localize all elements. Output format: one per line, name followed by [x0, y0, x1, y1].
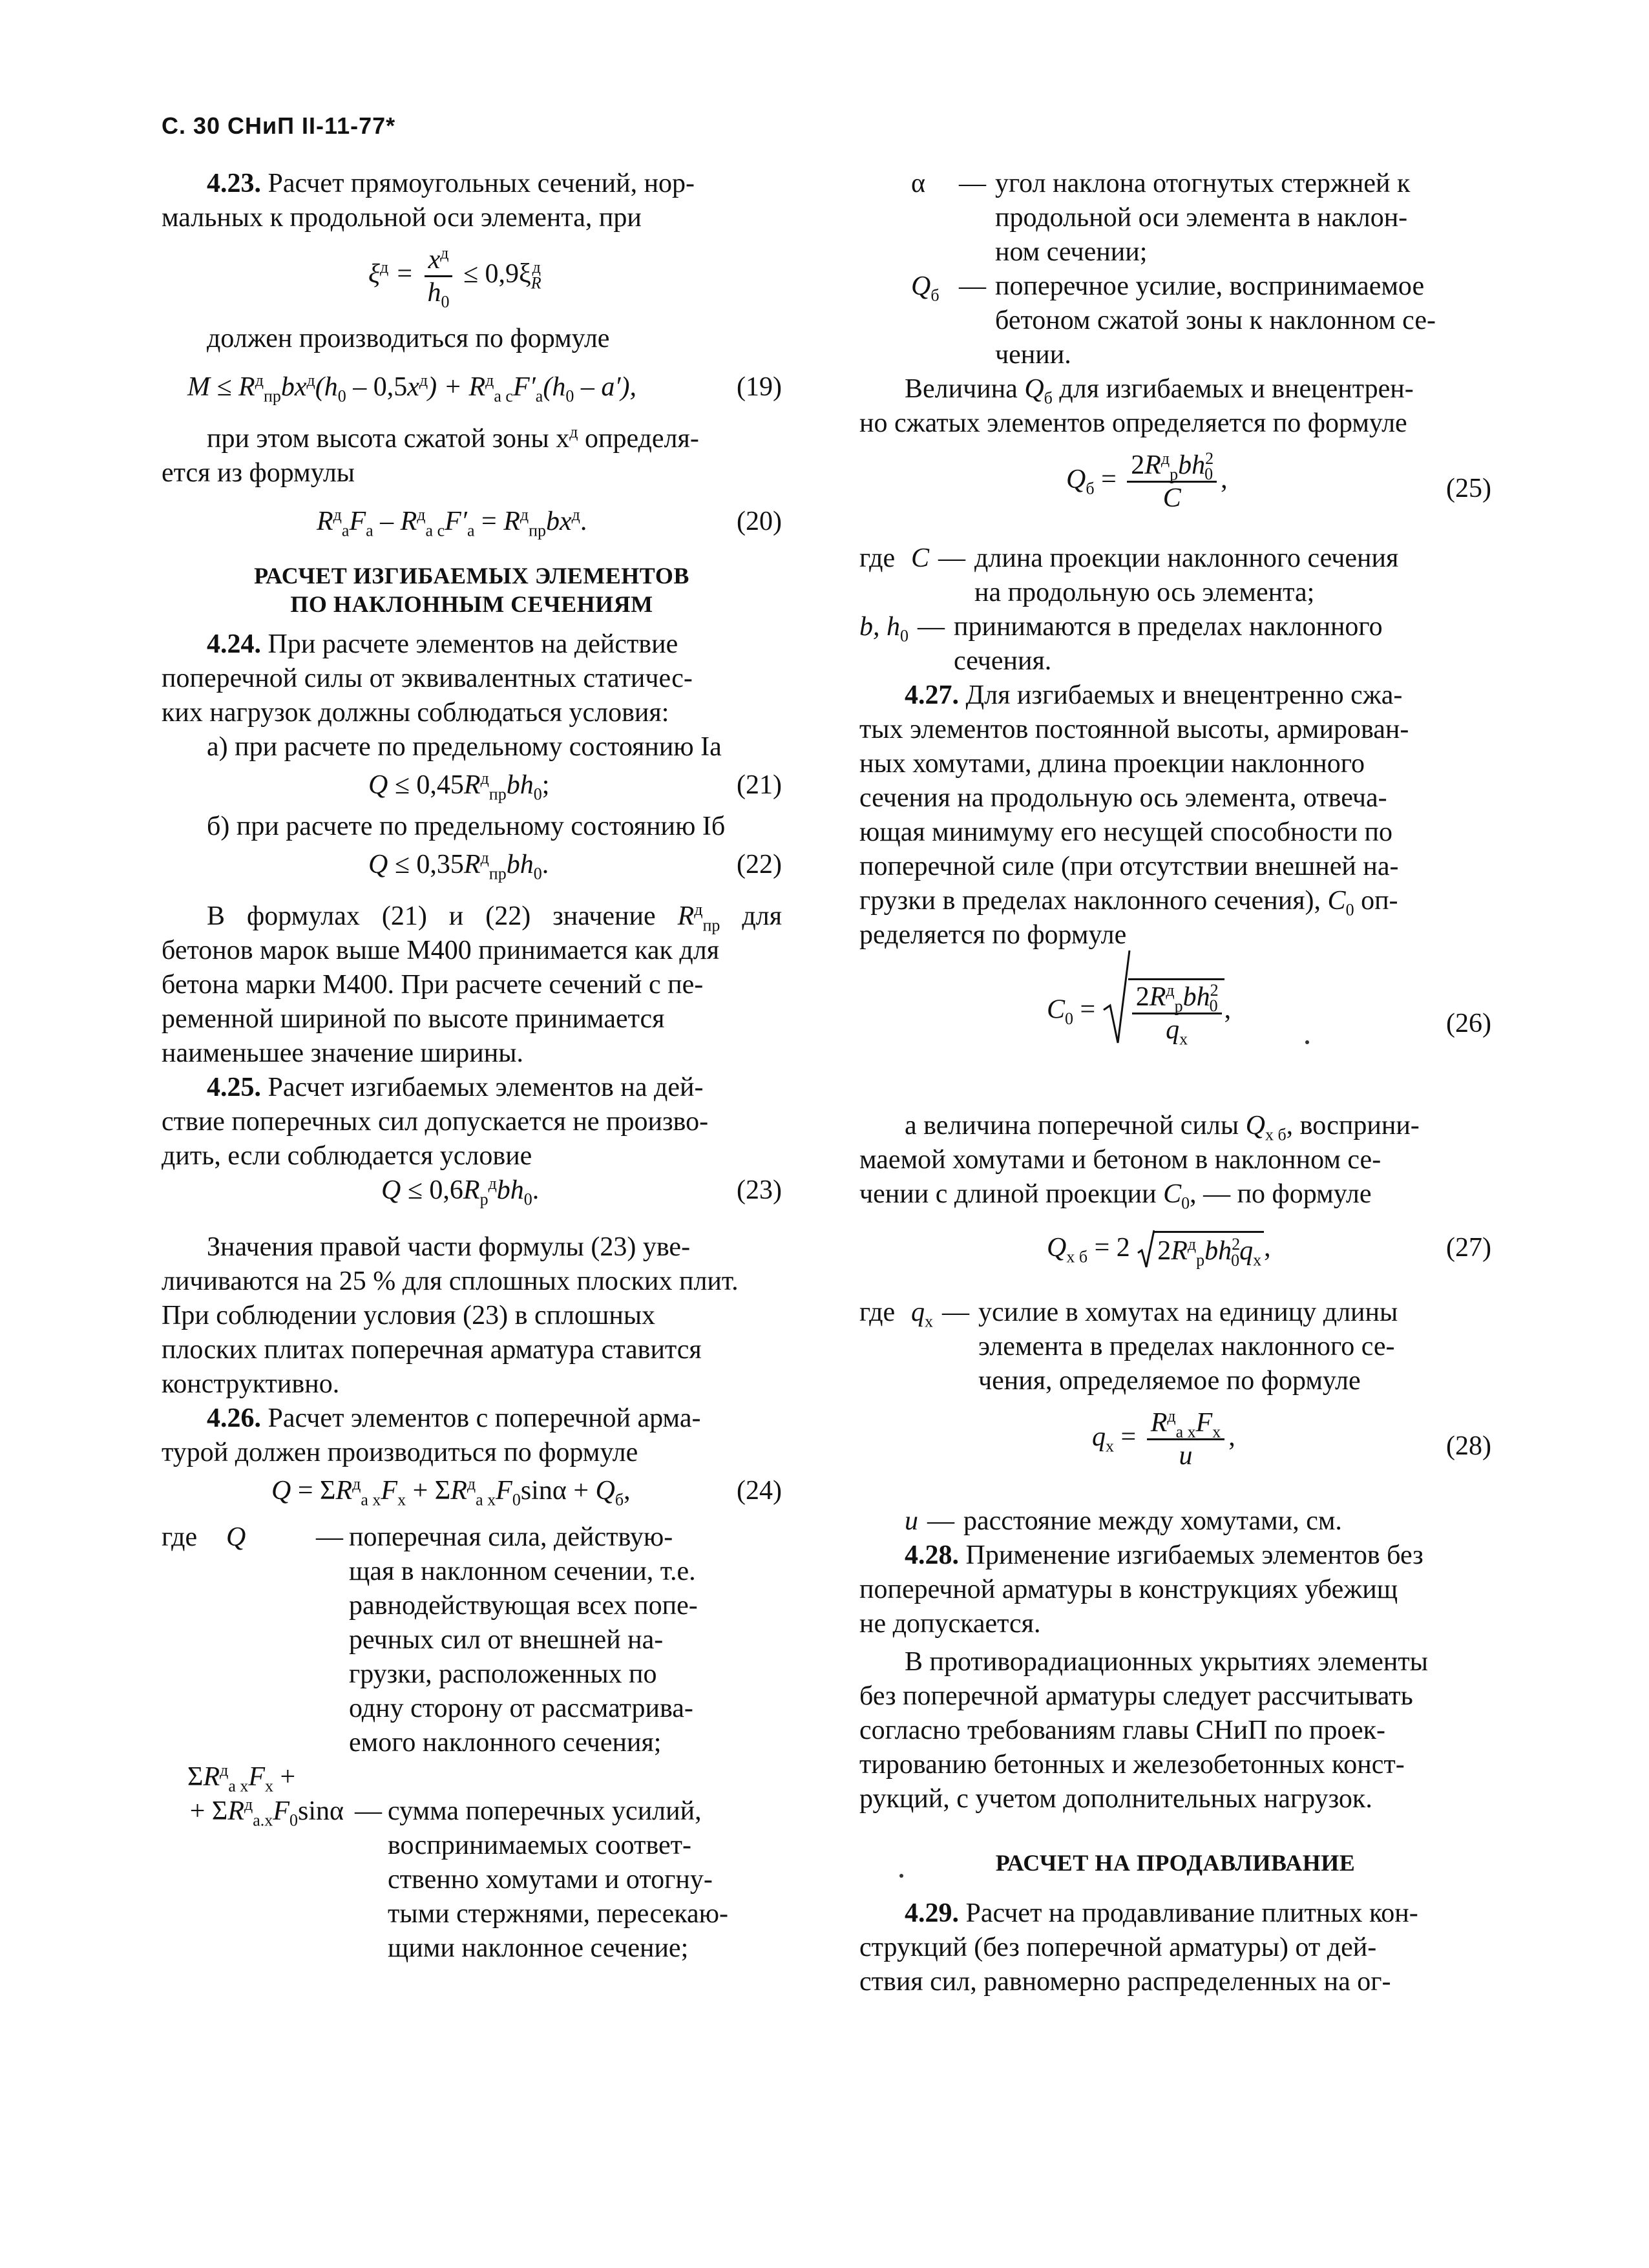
clause-4-25-b-line5: конструктивно. — [162, 1369, 340, 1399]
right-column — [859, 167, 1491, 1999]
clause-4-28-b-line5: рукций, с учетом дополнительных нагрузок. — [859, 1784, 1372, 1814]
definition-c: где C — длина проекции наклонного сечения на продольную ось элемента; — [859, 543, 1399, 607]
clause-4-25-b-line2: личиваются на 25 % для сплошных плоских плит. — [162, 1266, 739, 1296]
running-header: С. 30 СНиП II-11-77* — [162, 112, 396, 139]
clause-4-27-line2: тых элементов постоянной высоты, армирован- — [859, 715, 1409, 744]
clause-4-25-b: Значения правой части формулы (23) уве- — [207, 1232, 691, 1262]
clause-4-23-c-line2: ется из формулы — [162, 458, 355, 488]
clause-4-24-c-line4: ременной шириной по высоте принимается — [162, 1004, 665, 1034]
formula-24-number: (24) — [737, 1476, 782, 1506]
clause-4-25: 4.25. Расчет изгибаемых элементов на дей- — [207, 1073, 704, 1102]
clause-4-24: 4.24. При расчете элементов на действие — [207, 629, 678, 659]
left-column — [162, 167, 782, 1966]
clause-4-28-line2: поперечной арматуры в конструкциях убежищ — [859, 1575, 1398, 1604]
clause-4-25-line3: дить, если соблюдается условие — [162, 1141, 532, 1171]
clause-4-23: 4.23. Расчет прямоугольных сечений, нор- — [207, 169, 695, 198]
definition-q: где Q — поперечная сила, действую- щая в наклонном сечении, т.е. равнодействующая всех попе- речных сил от внешней на- грузки, расположенных по одну сторону от рассматрива- емого наклонного сечения; — [162, 1522, 698, 1758]
formula-25-number: (25) — [1446, 474, 1491, 503]
clause-4-24-c-line3: бетона марки М400. При расчете сечений с пе- — [162, 970, 704, 1000]
clause-4-24-line3: ких нагрузок должны соблюдаться условия: — [162, 698, 669, 728]
scan-speck — [1305, 1040, 1309, 1044]
formula-27-number: (27) — [1446, 1233, 1491, 1263]
clause-4-24-c-line5: наименьшее значение ширины. — [162, 1038, 523, 1068]
clause-4-27-b-line2: маемой хомутами и бетоном в наклонном се- — [859, 1145, 1381, 1175]
clause-4-27-b-line3: чении с длиной проекции $C_0$, — по формуле — [859, 1179, 1372, 1213]
formula-26-number: (26) — [1446, 1009, 1491, 1038]
definition-sum: $\Sigma R^д_{а х}F_х$ + + $\Sigma R^д_{а.х}F_0\sin\alpha$ — сумма поперечных усилий, воспринимаемых соответ- ственно хомутами и отогну- тыми стержнями, пересекаю- щими наклонное сечение; — [187, 1761, 729, 1963]
definition-qx: где $q_х$ — усилие в хомутах на единицу длины элемента в пределах наклонного се- чения, определяемое по формуле — [859, 1297, 1398, 1396]
definition-u: u — расстояние между хомутами, см. — [905, 1506, 1342, 1536]
clause-4-27-line7: грузки в пределах наклонного сечения), $C_0$ оп- — [859, 886, 1398, 919]
clause-4-27-line8: ределяется по формуле — [859, 920, 1127, 950]
clause-4-28-b: В противорадиационных укрытиях элементы — [905, 1647, 1428, 1677]
clause-4-27-line5: ющая минимуму его несущей способности по — [859, 817, 1392, 847]
definition-qb: $Q_б$ — поперечное усилие, воспринимаемое бетоном сжатой зоны к наклонном се- чении. — [911, 271, 1436, 370]
clause-4-24-c-line2: бетонов марок выше М400 принимается как для — [162, 936, 720, 965]
clause-4-29-line3: ствия сил, равномерно распределенных на ог- — [859, 1967, 1391, 1997]
formula-28-number: (28) — [1446, 1431, 1491, 1461]
formula-23: $Q \le 0,6R_р^дbh_0$. (23) — [381, 1174, 782, 1209]
clause-4-25-b-line4: плоских плитах поперечная арматура ставится — [162, 1335, 702, 1365]
clause-4-27-line3: ных хомутами, длина проекции наклонного — [859, 749, 1365, 779]
clause-4-26-line2: турой должен производиться по формуле — [162, 1438, 638, 1467]
clause-4-29-line2: струкций (без поперечной арматуры) от дей- — [859, 1933, 1377, 1962]
clause-4-27-line6: поперечной силе (при отсутствии внешней на- — [859, 852, 1399, 881]
formula-20-number: (20) — [737, 507, 782, 536]
definition-b-h0: b, $h_0$ — принимаются в пределах наклонного сечения. — [859, 612, 1383, 676]
clause-4-27: 4.27. Для изгибаемых и внецентренно сжа- — [905, 680, 1403, 710]
formula-19: $M \le R^д_{пр}bx^д(h_0 - 0,5x^д) + R^д_{а с}F'_а(h_0 - a')$, (19) — [187, 371, 782, 406]
clause-4-28-line3: не допускается. — [859, 1609, 1041, 1639]
clause-4-27-line4: сечения на продольную ось элемента, отвеча- — [859, 783, 1387, 813]
formula-22-number: (22) — [737, 850, 782, 879]
condition-xi: $\xi^д$ = $\frac{x^д}{h_0}$ ≤ $0,9\xi_R^д$ — [368, 244, 541, 311]
clause-4-24-a: а) при расчете по предельному состоянию Iа — [207, 732, 722, 762]
clause-4-24-line2: поперечной силы от эквивалентных статичес- — [162, 664, 693, 693]
formula-20: $R^д_аF_а - R^д_{а с}F'_а = R^д_{пр}bx^д$. (20) — [317, 505, 782, 540]
formula-26: $C_0$ = $\frac{2R^д_рbh^2_0}{q_х}$ , (26) — [859, 972, 1491, 1095]
clause-4-28: 4.28. Применение изгибаемых элементов без — [905, 1540, 1423, 1570]
clause-4-26: 4.26. Расчет элементов с поперечной арма- — [207, 1403, 701, 1433]
formula-23-number: (23) — [737, 1175, 782, 1205]
clause-4-28-b-line4: тированию бетонных и железобетонных конст- — [859, 1750, 1405, 1780]
paragraph-qb-line2: но сжатых элементов определяется по формуле — [859, 408, 1407, 438]
clause-4-29: 4.29. Расчет на продавливание плитных кон- — [905, 1898, 1418, 1928]
scan-speck — [899, 1874, 903, 1878]
clause-4-24-b: б) при расчете по предельному состоянию Iб — [207, 812, 726, 841]
clause-4-28-b-line2: без поперечной арматуры следует рассчитывать — [859, 1681, 1413, 1711]
formula-21: $Q \le 0,45R^д_{пр}bh_0$; (21) — [368, 769, 782, 804]
formula-27: $Q_{х б} = 2$ $2R^д_рbh^2_0q_х$, (27) — [859, 1231, 1491, 1276]
clause-4-28-b-line3: согласно требованиям главы СНиП по проек- — [859, 1716, 1385, 1745]
formula-22: $Q \le 0,35R^д_{пр}bh_0$. (22) — [368, 848, 782, 883]
clause-4-25-b-line3: При соблюдении условия (23) в сплошных — [162, 1301, 656, 1330]
clause-4-27-b: а величина поперечной силы $Q_{х б}$, восприни- — [905, 1111, 1420, 1144]
paragraph-qb: Величина $Q_б$ для изгибаемых и внецентрен- — [905, 374, 1414, 408]
clause-4-24-c: В формулах (21) и (22) значение $R^д_{пр}$ для — [207, 900, 782, 935]
formula-21-number: (21) — [737, 770, 782, 800]
section-heading-punching: РАСЧЕТ НА ПРОДАВЛИВАНИЕ — [995, 1850, 1356, 1876]
formula-24: $Q = \Sigma R^д_{а х}F_х + \Sigma R^д_{а х}F_0\sin\alpha + Q_б$, (24) — [271, 1475, 782, 1509]
clause-4-23-c: при этом высота сжатой зоны $x^д$ определя- — [207, 423, 699, 454]
definition-alpha: α — угол наклона отогнутых стержней к продольной оси элемента в наклон- ном сечении; — [911, 169, 1411, 267]
clause-4-25-line2: ствие поперечных сил допускается не произво- — [162, 1107, 709, 1137]
section-heading-bending: РАСЧЕТ ИЗГИБАЕМЫХ ЭЛЕМЕНТОВ ПО НАКЛОННЫМ СЕЧЕНИЯМ — [254, 563, 689, 617]
clause-4-23-b: должен производиться по формуле — [207, 324, 610, 353]
formula-19-number: (19) — [737, 372, 782, 402]
clause-4-23-line2: мальных к продольной оси элемента, при — [162, 203, 642, 233]
formula-25: $Q_б$ = $\frac{2R^д_рbh^2_0}{C}$ , (25) — [1066, 449, 1491, 513]
formula-28: $q_х$ = $\frac{R^д_{а х}F_х}{u}$ , (28) — [1092, 1407, 1491, 1471]
